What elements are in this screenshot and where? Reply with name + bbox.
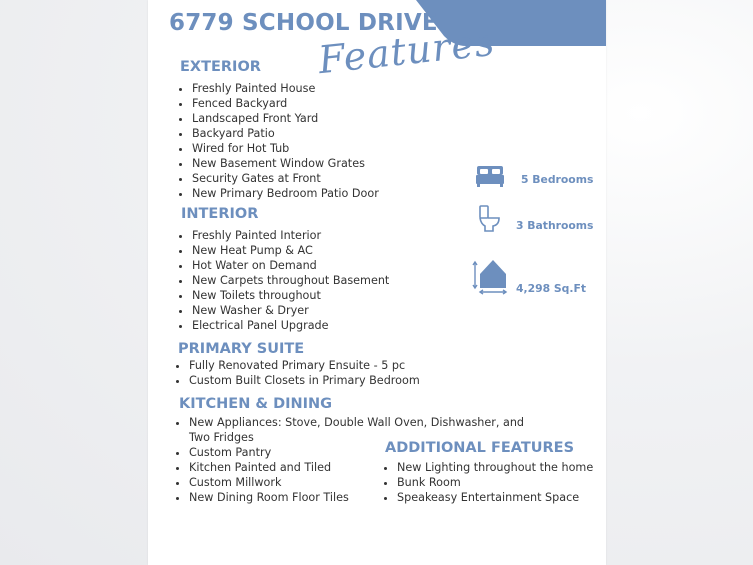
list-item: • New Heat Pump & AC — [192, 243, 389, 258]
primary-suite-heading: PRIMARY SUITE — [178, 341, 305, 357]
list-item: • Wired for Hot Tub — [192, 141, 379, 156]
list-item: • Landscaped Front Yard — [192, 111, 379, 126]
interior-list — [177, 228, 389, 333]
kitchen-dining-heading: KITCHEN & DINING — [179, 396, 333, 412]
bedrooms-stat — [475, 163, 594, 193]
list-item: • Freshly Painted Interior — [192, 228, 389, 243]
bathrooms-stat — [478, 205, 594, 237]
list-item: • Hot Water on Demand — [192, 258, 389, 273]
exterior-heading: EXTERIOR — [180, 59, 261, 75]
list-item: • Custom Millwork — [189, 475, 529, 490]
list-item: • New Lighting throughout the home — [397, 460, 593, 475]
list-item: • Electrical Panel Upgrade — [192, 318, 389, 333]
list-item: • New Toilets throughout — [192, 288, 389, 303]
additional-features-list — [382, 460, 593, 505]
list-item: • New Carpets throughout Basement — [192, 273, 389, 288]
property-address: 6779 SCHOOL DRIVE — [169, 10, 438, 36]
exterior-list — [177, 81, 379, 201]
additional-features-heading: ADDITIONAL FEATURES — [385, 440, 575, 456]
list-item: • Backyard Patio — [192, 126, 379, 141]
area-stat — [472, 256, 587, 300]
list-item: • New Appliances: Stove, Double Wall Oven, Dishwasher, and Two Fridges — [189, 415, 529, 445]
list-item: • Fully Renovated Primary Ensuite - 5 pc — [189, 358, 420, 373]
list-item: • Freshly Painted House — [192, 81, 379, 96]
list-item: • New Washer & Dryer — [192, 303, 389, 318]
primary-suite-list — [174, 358, 420, 388]
list-item: • Custom Built Closets in Primary Bedroom — [189, 373, 420, 388]
area-label: 4,298 Sq.Ft — [516, 282, 587, 295]
feature-sheet — [148, 0, 606, 565]
bed-icon — [475, 163, 505, 193]
list-item: • Speakeasy Entertainment Space — [397, 490, 593, 505]
toilet-icon — [478, 205, 502, 237]
list-item: • New Basement Window Grates — [192, 156, 379, 171]
interior-heading: INTERIOR — [181, 206, 259, 222]
list-item: • Custom Pantry — [189, 445, 529, 460]
list-item: • Bunk Room — [397, 475, 593, 490]
features-script-title: Features — [316, 19, 498, 83]
list-item: • Kitchen Painted and Tiled — [189, 460, 529, 475]
house-area-icon — [472, 256, 510, 300]
list-item: • Fenced Backyard — [192, 96, 379, 111]
list-item: • Security Gates at Front — [192, 171, 379, 186]
list-item: • New Primary Bedroom Patio Door — [192, 186, 379, 201]
bathrooms-label: 3 Bathrooms — [516, 219, 594, 232]
bedrooms-label: 5 Bedrooms — [521, 173, 594, 186]
list-item: • New Dining Room Floor Tiles — [189, 490, 529, 505]
